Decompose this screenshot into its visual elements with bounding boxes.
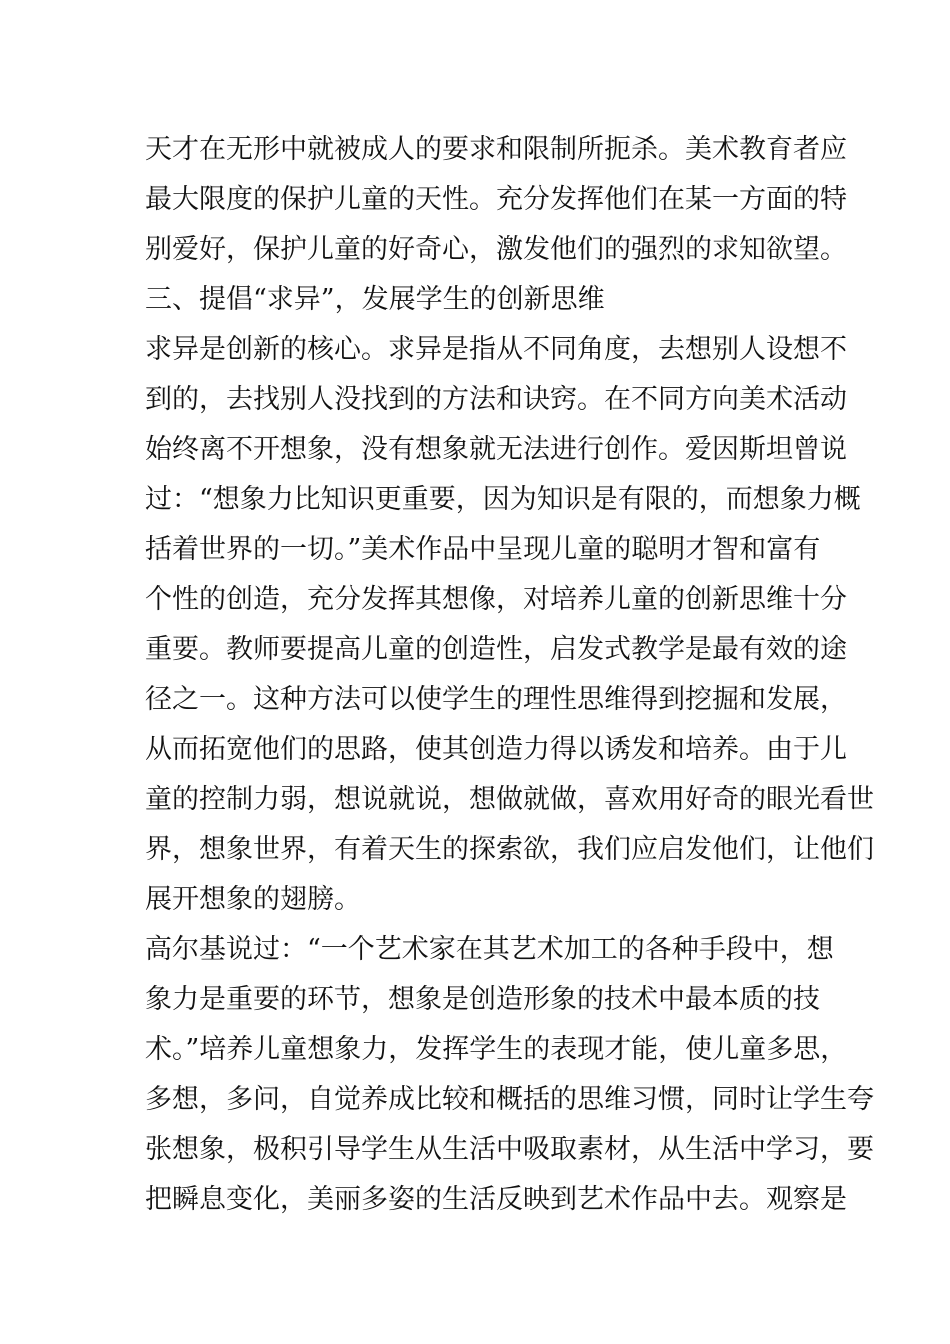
section-heading: 三、提倡“求异”，发展学生的创新思维 (145, 284, 605, 315)
text-line: 求异是创新的核心。求异是指从不同角度，去想别人设想不 (145, 334, 847, 365)
text-line: 术。”培养儿童想象力，发挥学生的表现才能，使儿童多思， (145, 1034, 848, 1065)
text-line: 童的控制力弱，想说就说，想做就做，喜欢用好奇的眼光看世 (145, 784, 874, 815)
text-line: 张想象，极积引导学生从生活中吸取素材，从生活中学习，要 (145, 1134, 874, 1165)
text-line: 展开想象的翅膀。 (145, 884, 361, 915)
text-line: 重要。教师要提高儿童的创造性，启发式教学是最有效的途 (145, 634, 847, 665)
text-line: 过：“想象力比知识更重要，因为知识是有限的，而想象力概 (145, 484, 861, 515)
text-line: 到的，去找别人没找到的方法和诀窍。在不同方向美术活动 (145, 384, 847, 415)
text-line: 从而拓宽他们的思路，使其创造力得以诱发和培养。由于儿 (145, 734, 847, 765)
text-line: 象力是重要的环节，想象是创造形象的技术中最本质的技 (145, 984, 820, 1015)
text-line: 别爱好，保护儿童的好奇心，激发他们的强烈的求知欲望。 (145, 234, 847, 265)
text-line: 把瞬息变化，美丽多姿的生活反映到艺术作品中去。观察是 (145, 1184, 847, 1215)
text-line: 径之一。这种方法可以使学生的理性思维得到挖掘和发展， (145, 684, 847, 715)
text-line: 多想，多问，自觉养成比较和概括的思维习惯，同时让学生夸 (145, 1084, 874, 1115)
text-line: 最大限度的保护儿童的天性。充分发挥他们在某一方面的特 (145, 184, 847, 215)
text-line: 界，想象世界，有着天生的探索欲，我们应启发他们，让他们 (145, 834, 874, 865)
text-line: 个性的创造，充分发挥其想像，对培养儿童的创新思维十分 (145, 584, 847, 615)
text-line: 始终离不开想象，没有想象就无法进行创作。爱因斯坦曾说 (145, 434, 847, 465)
text-line: 括着世界的一切。”美术作品中呈现儿童的聪明才智和富有 (145, 534, 821, 565)
text-line: 高尔基说过：“一个艺术家在其艺术加工的各种手段中，想 (145, 934, 834, 965)
body-text (145, 125, 874, 1225)
text-line: 天才在无形中就被成人的要求和限制所扼杀。美术教育者应 (145, 134, 847, 165)
